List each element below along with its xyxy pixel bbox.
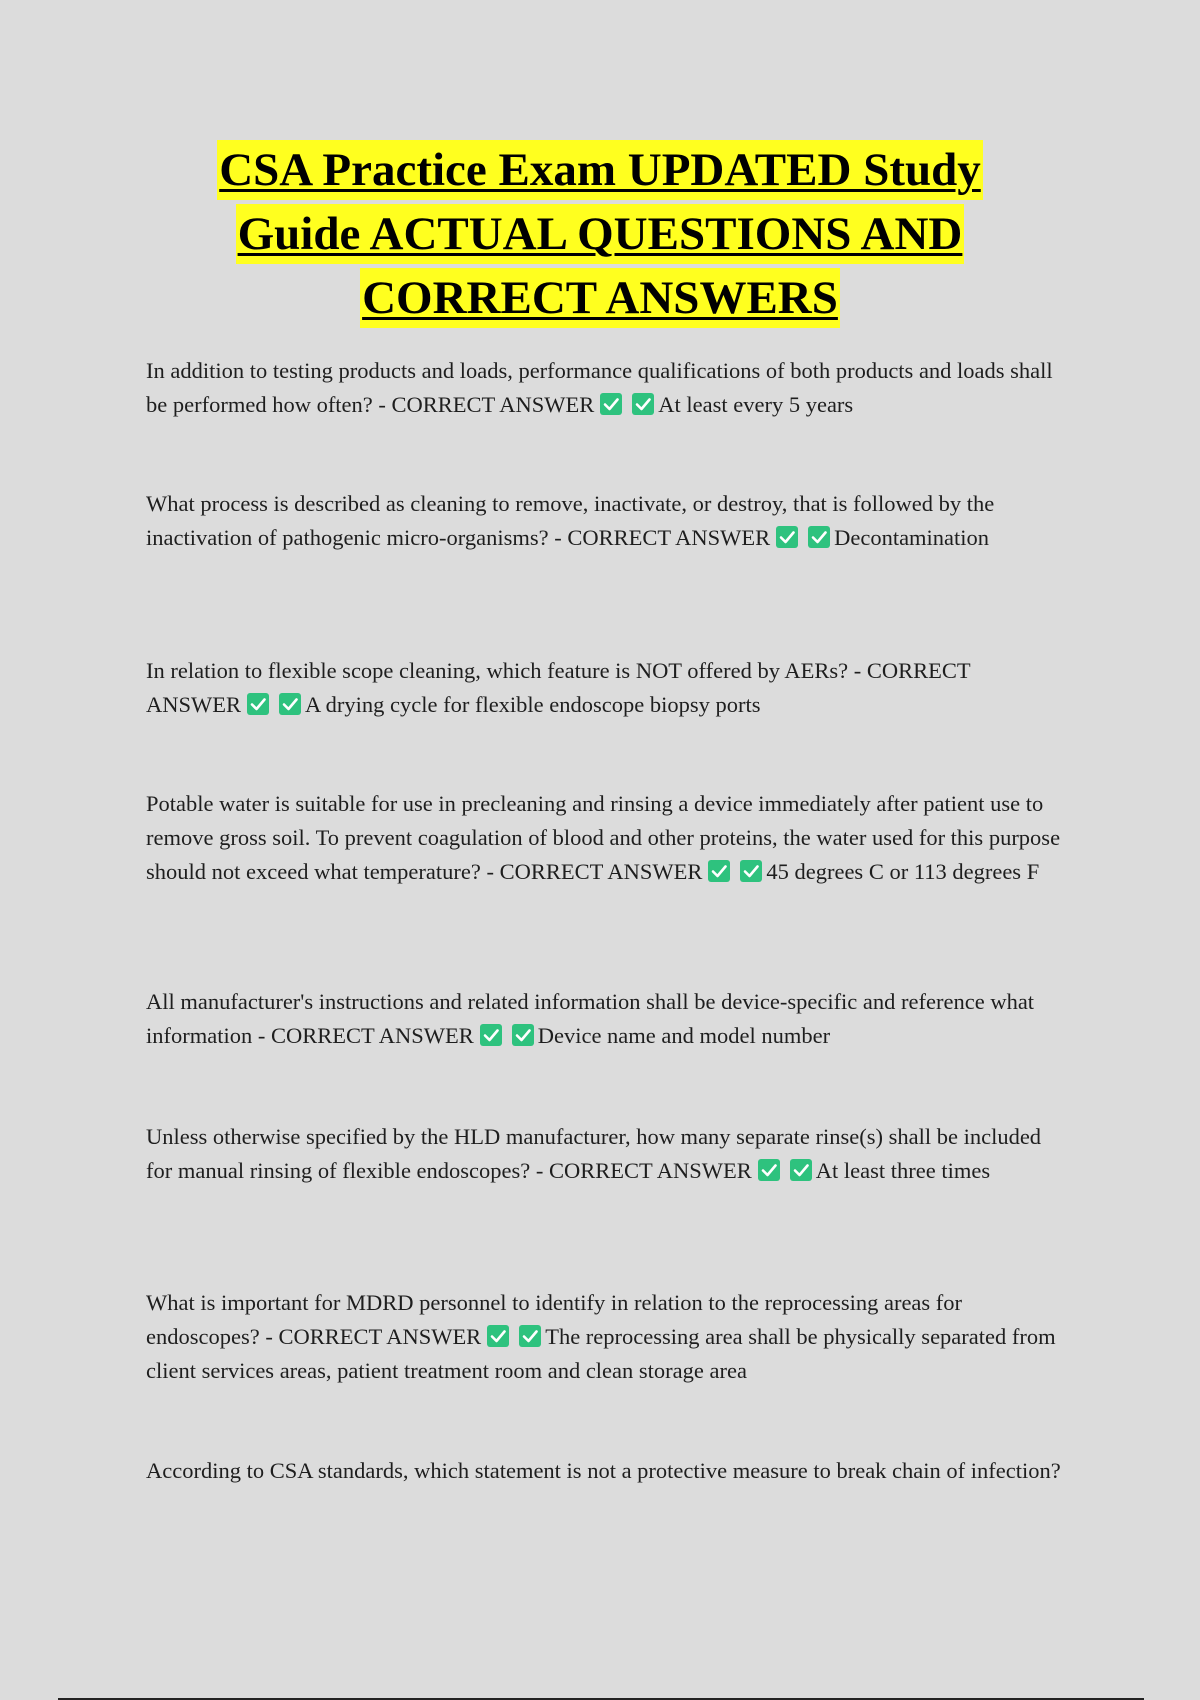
check-mark-icon	[512, 1024, 534, 1046]
check-mark-icon	[708, 860, 730, 882]
document-title	[100, 140, 1100, 332]
answer-text: The reprocessing area shall be physically separated from client services areas, patient treatment room and clean storage area	[146, 1324, 1056, 1383]
qa-item	[146, 487, 1066, 555]
check-mark-icon	[632, 393, 654, 415]
qa-item	[146, 985, 1066, 1053]
qa-item	[146, 1286, 1066, 1388]
check-mark-icon	[740, 860, 762, 882]
title-line-2: Guide ACTUAL QUESTIONS AND	[236, 204, 965, 264]
check-mark-icon	[480, 1024, 502, 1046]
check-mark-icon	[487, 1325, 509, 1347]
question-text: Unless otherwise specified by the HLD manufacturer, how many separate rinse(s) shall be included for manual rinsing of flexible endoscopes? - CORRECT ANSWER	[146, 1124, 1042, 1183]
check-mark-icon	[247, 693, 269, 715]
answer-text: 45 degrees C or 113 degrees F	[766, 859, 1040, 884]
answer-text: Decontamination	[834, 525, 990, 550]
check-mark-icon	[790, 1159, 812, 1181]
qa-item	[146, 354, 1066, 422]
check-mark-icon	[758, 1159, 780, 1181]
check-mark-icon	[776, 526, 798, 548]
check-mark-icon	[600, 393, 622, 415]
qa-item	[146, 654, 1066, 722]
question-text: What is important for MDRD personnel to identify in relation to the reprocessing areas for endoscopes? - CORRECT ANSWER	[146, 1290, 963, 1349]
qa-item	[146, 1454, 1066, 1488]
check-mark-icon	[279, 693, 301, 715]
question-text: In addition to testing products and loads, performance qualifications of both products and loads shall be performed how often? - CORRECT ANSWER	[146, 358, 1053, 417]
answer-text: Device name and model number	[537, 1023, 831, 1048]
answer-text: A drying cycle for flexible endoscope biopsy ports	[305, 692, 761, 717]
answer-text: At least three times	[815, 1158, 991, 1183]
qa-item	[146, 787, 1066, 889]
question-text: What process is described as cleaning to remove, inactivate, or destroy, that is followed by the inactivation of pathogenic micro-organisms? - CORRECT ANSWER	[146, 491, 995, 550]
question-text: All manufacturer's instructions and related information shall be device-specific and reference what information - CORRECT ANSWER	[146, 989, 1035, 1048]
answer-text: At least every 5 years	[658, 392, 854, 417]
question-text: Potable water is suitable for use in precleaning and rinsing a device immediately after patient use to remove gross soil. To prevent coagulation of blood and other proteins, the water used for this purpose should not exceed what temperature? - CORRECT ANSWER	[146, 791, 1061, 884]
title-line-3: CORRECT ANSWERS	[360, 268, 840, 328]
question-text: In relation to flexible scope cleaning, which feature is NOT offered by AERs? - CORRECT ANSWER	[146, 658, 971, 717]
qa-item	[146, 1120, 1066, 1188]
check-mark-icon	[808, 526, 830, 548]
title-line-1: CSA Practice Exam UPDATED Study	[217, 140, 983, 200]
check-mark-icon	[519, 1325, 541, 1347]
question-text: According to CSA standards, which statement is not a protective measure to break chain of infection?	[146, 1458, 1061, 1483]
